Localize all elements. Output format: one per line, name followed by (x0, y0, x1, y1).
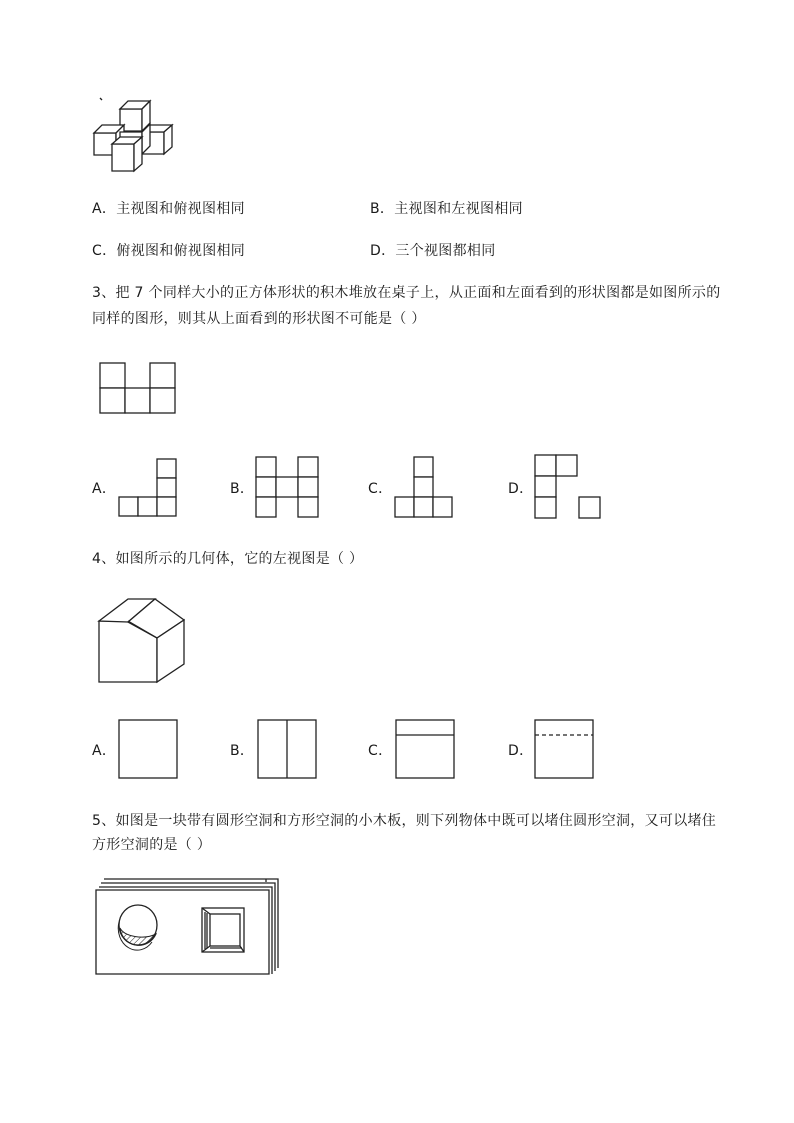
q2-option-d-letter: D． (370, 243, 396, 259)
q4-option-c-figure[interactable] (395, 719, 457, 781)
q4-option-b-label[interactable]: B． (230, 743, 255, 759)
q5-stem-line-1: 5、如图是一块带有圆形空洞和方形空洞的小木板，则下列物体中既可以堵住圆形空洞，又可以堵住 (92, 813, 717, 829)
q4-option-b-figure[interactable] (257, 719, 319, 781)
q2-option-c-text: 俯视图和俯视图相同 (116, 243, 246, 259)
q4-option-c-label[interactable]: C． (368, 743, 393, 759)
q3-front-left-view-figure (99, 362, 179, 414)
q5-wooden-board-figure (94, 876, 286, 980)
q2-option-b[interactable] (370, 198, 523, 220)
q3-option-b-label[interactable]: B． (230, 481, 255, 497)
q2-option-a[interactable] (92, 198, 245, 220)
q3-option-a-figure[interactable] (118, 458, 178, 520)
q2-cube-stack-figure (90, 96, 190, 176)
q2-option-c[interactable] (92, 240, 245, 262)
q5-stem-line-2: 方形空洞的是（ ） (92, 837, 212, 853)
q3-stem-line-2: 同样的图形，则其从上面看到的形状图不可能是（ ） (92, 311, 426, 327)
q3-option-d-figure[interactable] (534, 454, 604, 520)
q3-option-c-label[interactable]: C． (368, 481, 393, 497)
q3-option-a-label[interactable]: A． (92, 481, 117, 497)
q2-option-d[interactable] (370, 240, 496, 262)
q3-option-b-figure[interactable] (255, 456, 321, 520)
q4-option-d-figure[interactable] (534, 719, 596, 781)
q3-stem-line-1: 3、把 7 个同样大小的正方体形状的积木堆放在桌子上，从正面和左面看到的形状图都是如图所示的 (92, 285, 721, 301)
q2-option-b-text: 主视图和左视图相同 (394, 201, 523, 217)
q4-option-d-label[interactable]: D． (508, 743, 534, 759)
q3-option-d-label[interactable]: D． (508, 481, 534, 497)
q2-option-a-text: 主视图和俯视图相同 (116, 201, 245, 217)
q2-option-b-letter: B． (370, 201, 395, 217)
q4-geometric-solid-figure (98, 598, 188, 686)
q4-option-a-figure[interactable] (118, 719, 180, 781)
q3-option-c-figure[interactable] (394, 456, 456, 520)
q2-option-a-letter: A． (92, 201, 117, 217)
q2-option-c-letter: C． (92, 243, 117, 259)
q2-option-d-text: 三个视图都相同 (395, 243, 496, 259)
q4-option-a-label[interactable]: A． (92, 743, 117, 759)
q4-stem-line-1: 4、如图所示的几何体，它的左视图是（ ） (92, 551, 364, 567)
